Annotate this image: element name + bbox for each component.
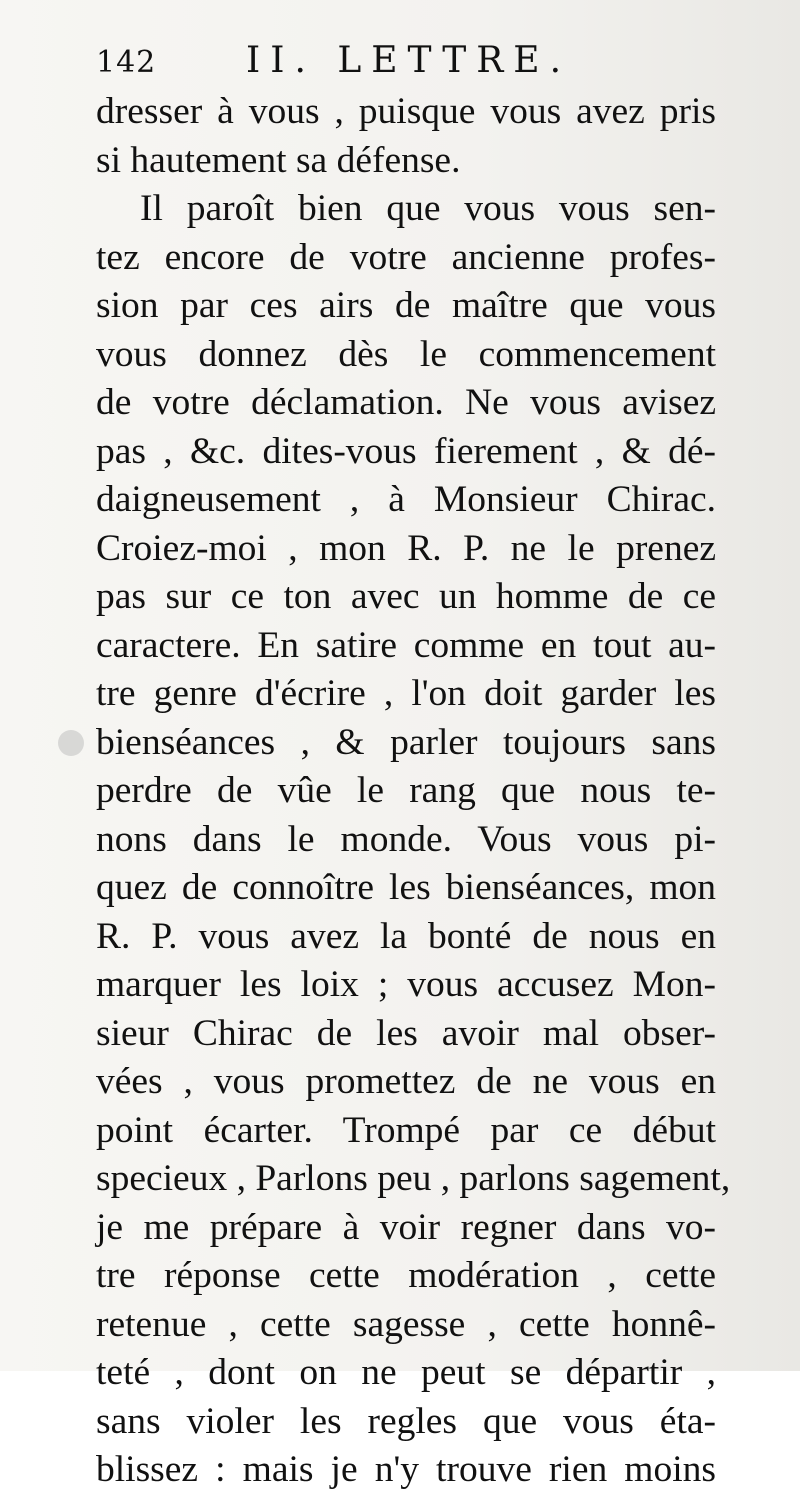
page-header <box>96 40 571 90</box>
text-line: R. P. vous avez la bonté de nous en <box>96 915 716 957</box>
text-line: vous donnez dès le commencement <box>96 333 716 375</box>
text-line: je me prépare à voir regner dans vo- <box>96 1206 716 1248</box>
text-line: si hautement sa défense. <box>96 139 461 181</box>
text-line: sion par ces airs de maître que vous <box>96 285 716 326</box>
body-text <box>96 88 731 1495</box>
text-line: teté , dont on ne peut se départir , <box>96 1352 716 1393</box>
text-line: caractere. En satire comme en tout au- <box>96 624 716 666</box>
ink-smudge <box>58 730 84 756</box>
text-line: Croiez-moi , mon R. P. ne le prenez <box>96 527 716 569</box>
text-line: specieux , Parlons peu , parlons sagement, <box>96 1158 731 1199</box>
page-number: 142 <box>96 45 157 80</box>
text-line: point écarter. Trompé par ce début <box>96 1109 716 1151</box>
text-line: daigneusement , à Monsieur Chirac. <box>96 479 716 520</box>
text-line: pas , &c. dites-vous fierement , & dé- <box>96 430 716 472</box>
text-line: Il paroît bien que vous vous sen- <box>140 188 716 229</box>
text-line: tre réponse cette modération , cette <box>96 1255 716 1296</box>
text-line: perdre de vûe le rang que nous te- <box>96 770 716 811</box>
text-line: blissez : mais je n'y trouve rien moins <box>96 1449 716 1490</box>
text-line: sans violer les regles que vous éta- <box>96 1400 716 1442</box>
text-line: sieur Chirac de les avoir mal obser- <box>96 1012 716 1054</box>
text-line: nons dans le monde. Vous vous pi- <box>96 818 716 860</box>
text-line: bienséances , & parler toujours sans <box>96 721 716 763</box>
running-title: II. LETTRE. <box>246 40 572 81</box>
text-line: tre genre d'écrire , l'on doit garder les <box>96 673 716 714</box>
text-line: marquer les loix ; vous accusez Mon- <box>96 964 716 1005</box>
text-line: retenue , cette sagesse , cette honnê- <box>96 1303 716 1345</box>
text-line: tez encore de votre ancienne profes- <box>96 236 716 278</box>
text-line: dresser à vous , puisque vous avez pris <box>96 91 716 132</box>
text-line: de votre déclamation. Ne vous avisez <box>96 382 716 423</box>
text-line: quez de connoître les bienséances, mon <box>96 867 716 908</box>
text-line: vées , vous promettez de ne vous en <box>96 1061 716 1102</box>
text-line: pas sur ce ton avec un homme de ce <box>96 576 716 617</box>
